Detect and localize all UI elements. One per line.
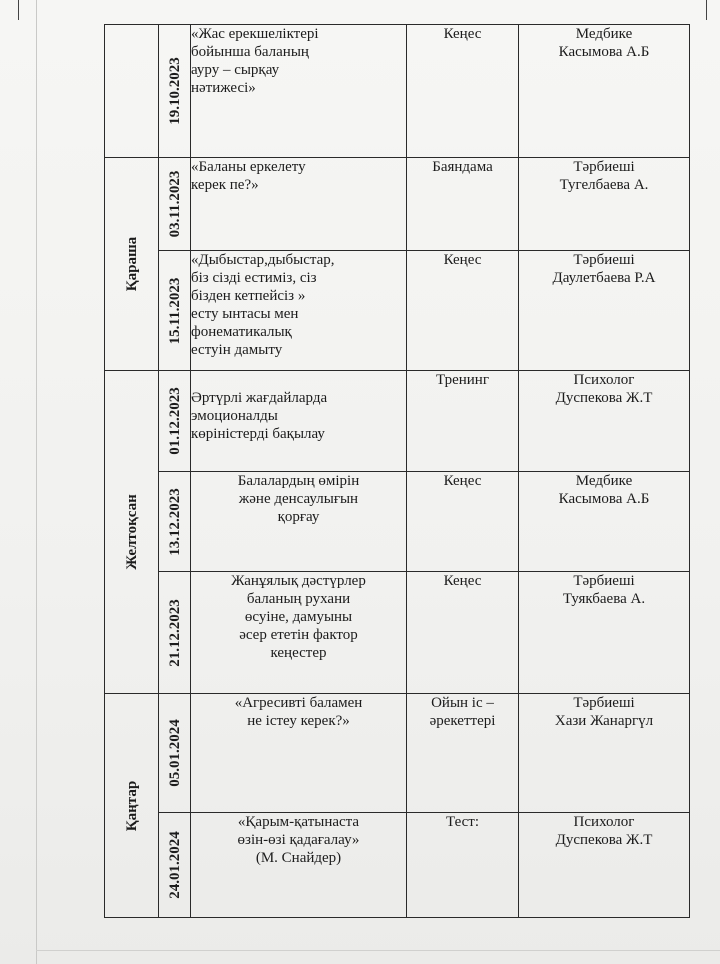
date-cell	[159, 694, 191, 813]
form-cell: Тест:	[407, 813, 519, 918]
responsible-cell: Тәрбиеші Туякбаева А.	[519, 572, 690, 694]
date-cell	[159, 371, 191, 472]
date-cell	[159, 813, 191, 918]
month-cell	[105, 158, 159, 371]
topic-cell: Әртүрлі жағдайларда эмоционалды көріністерді бақылау	[191, 371, 407, 472]
responsible-cell: Медбике Касымова А.Б	[519, 472, 690, 572]
topic-cell: «Дыбыстар,дыбыстар, біз сізді естиміз, сіз бізден кетпейсіз » есту ынтасы мен фонематикалық естуін дамыту	[191, 251, 407, 371]
table-row	[105, 813, 690, 918]
table-row	[105, 158, 690, 251]
responsible-cell: Психолог Дуспекова Ж.Т	[519, 371, 690, 472]
form-cell: Кеңес	[407, 472, 519, 572]
month-cell	[105, 25, 159, 158]
form-cell: Баяндама	[407, 158, 519, 251]
responsible-cell: Медбике Касымова А.Б	[519, 25, 690, 158]
month-label: Қаңтар	[123, 780, 140, 831]
month-label: Қараша	[123, 236, 140, 292]
events-plan-table	[104, 24, 690, 918]
table-row	[105, 251, 690, 371]
date-cell	[159, 251, 191, 371]
date-label: 21.12.2023	[166, 598, 183, 667]
topic-cell: «Қарым-қатынаста өзін-өзі қадағалау» (М. Снайдер)	[191, 813, 407, 918]
table-row	[105, 371, 690, 472]
date-label: 24.01.2024	[166, 831, 183, 899]
topic-cell: Балалардың өмірін және денсаулығын қорғау	[191, 472, 407, 572]
form-cell: Кеңес	[407, 25, 519, 158]
responsible-cell: Тәрбиеші Тугелбаева А.	[519, 158, 690, 251]
form-cell: Кеңес	[407, 251, 519, 371]
topic-cell: Жанұялық дәстүрлер баланың рухани өсуіне, дамуыны әсер ететін фактор кеңестер	[191, 572, 407, 694]
date-cell	[159, 158, 191, 251]
table-row	[105, 472, 690, 572]
form-cell: Кеңес	[407, 572, 519, 694]
date-label: 03.11.2023	[166, 170, 183, 238]
form-cell: Ойын іс – әрекеттері	[407, 694, 519, 813]
form-cell: Тренинг	[407, 371, 519, 472]
month-cell	[105, 694, 159, 918]
month-label: Желтоқсан	[123, 494, 140, 570]
month-cell	[105, 371, 159, 694]
date-label: 13.12.2023	[166, 487, 183, 556]
page-margin-line	[36, 0, 37, 964]
table-row	[105, 25, 690, 158]
date-cell	[159, 25, 191, 158]
responsible-cell: Психолог Дуспекова Ж.Т	[519, 813, 690, 918]
responsible-cell: Тәрбиеші Даулетбаева Р.А	[519, 251, 690, 371]
date-label: 01.12.2023	[166, 387, 183, 455]
topic-cell: «Агресивті баламен не істеу керек?»	[191, 694, 407, 813]
date-label: 19.10.2023	[166, 57, 183, 125]
page-bottom-edge	[36, 950, 720, 951]
date-cell	[159, 572, 191, 694]
responsible-cell: Тәрбиеші Хази Жанаргүл	[519, 694, 690, 813]
date-label: 15.11.2023	[166, 277, 183, 344]
topic-cell: «Баланы еркелету керек пе?»	[191, 158, 407, 251]
table-row	[105, 572, 690, 694]
topic-cell: «Жас ерекшеліктері бойынша баланың ауру – сырқау нәтижесі»	[191, 25, 407, 158]
date-cell	[159, 472, 191, 572]
date-label: 05.01.2024	[166, 719, 183, 787]
page-edge-mark	[18, 0, 19, 20]
page-edge-mark	[706, 0, 707, 20]
table-row	[105, 694, 690, 813]
